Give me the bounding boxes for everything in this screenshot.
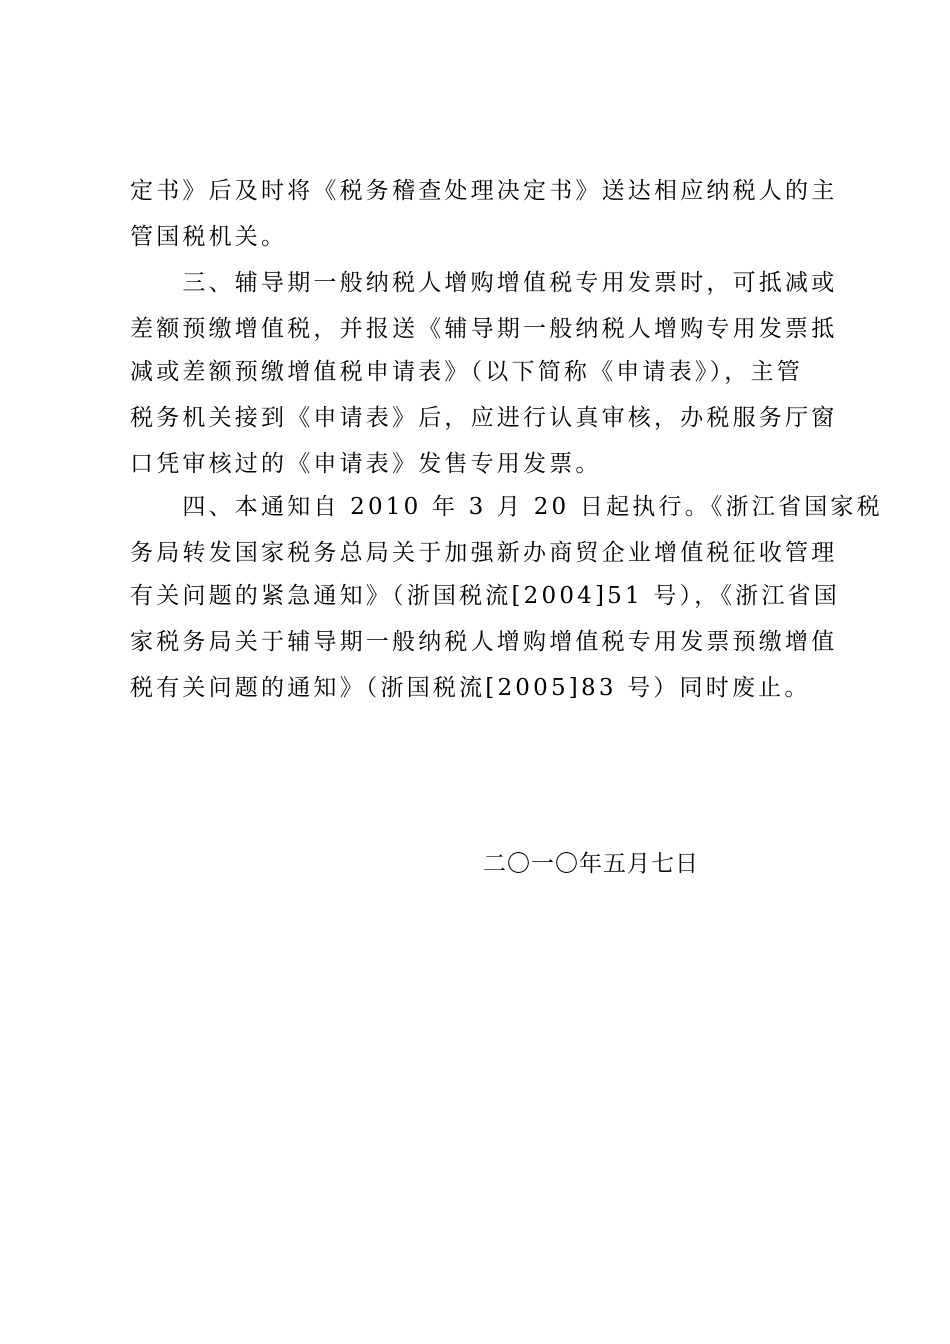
text-line-2: 管国税机关。 [130,224,288,250]
text-line-5: 减或差额预缴增值税申请表》（以下简称《申请表》），主管 [130,359,803,385]
text-line-3: 三、辅导期一般纳税人增购增值税专用发票时，可抵减或 [130,270,838,296]
text-line-7: 口凭审核过的《申请表》发售专用发票。 [130,451,602,477]
text-line-9: 务局转发国家税务总局关于加强新办商贸企业增值税征收管理 [130,540,838,566]
text-line-4: 差额预缴增值税，并报送《辅导期一般纳税人增购专用发票抵 [130,316,838,342]
text-line-6: 税务机关接到《申请表》后，应进行认真审核，办税服务厅窗 [130,405,838,431]
text-line-1: 定书》后及时将《税务稽查处理决定书》送达相应纳税人的主 [130,178,838,204]
text-line-10: 有关问题的紧急通知》（浙国税流[2004]51 号），《浙江省国 [130,583,840,609]
text-line-8: 四、本通知自 2010 年 3 月 20 日起执行。《浙江省国家税 [130,494,883,520]
document-date: 二〇一〇年五月七日 [483,851,699,877]
text-line-11: 家税务局关于辅导期一般纳税人增购增值税专用发票预缴增值 [130,629,838,655]
text-line-12: 税有关问题的通知》（浙国税流[2005]83 号）同时废止。 [130,675,811,701]
